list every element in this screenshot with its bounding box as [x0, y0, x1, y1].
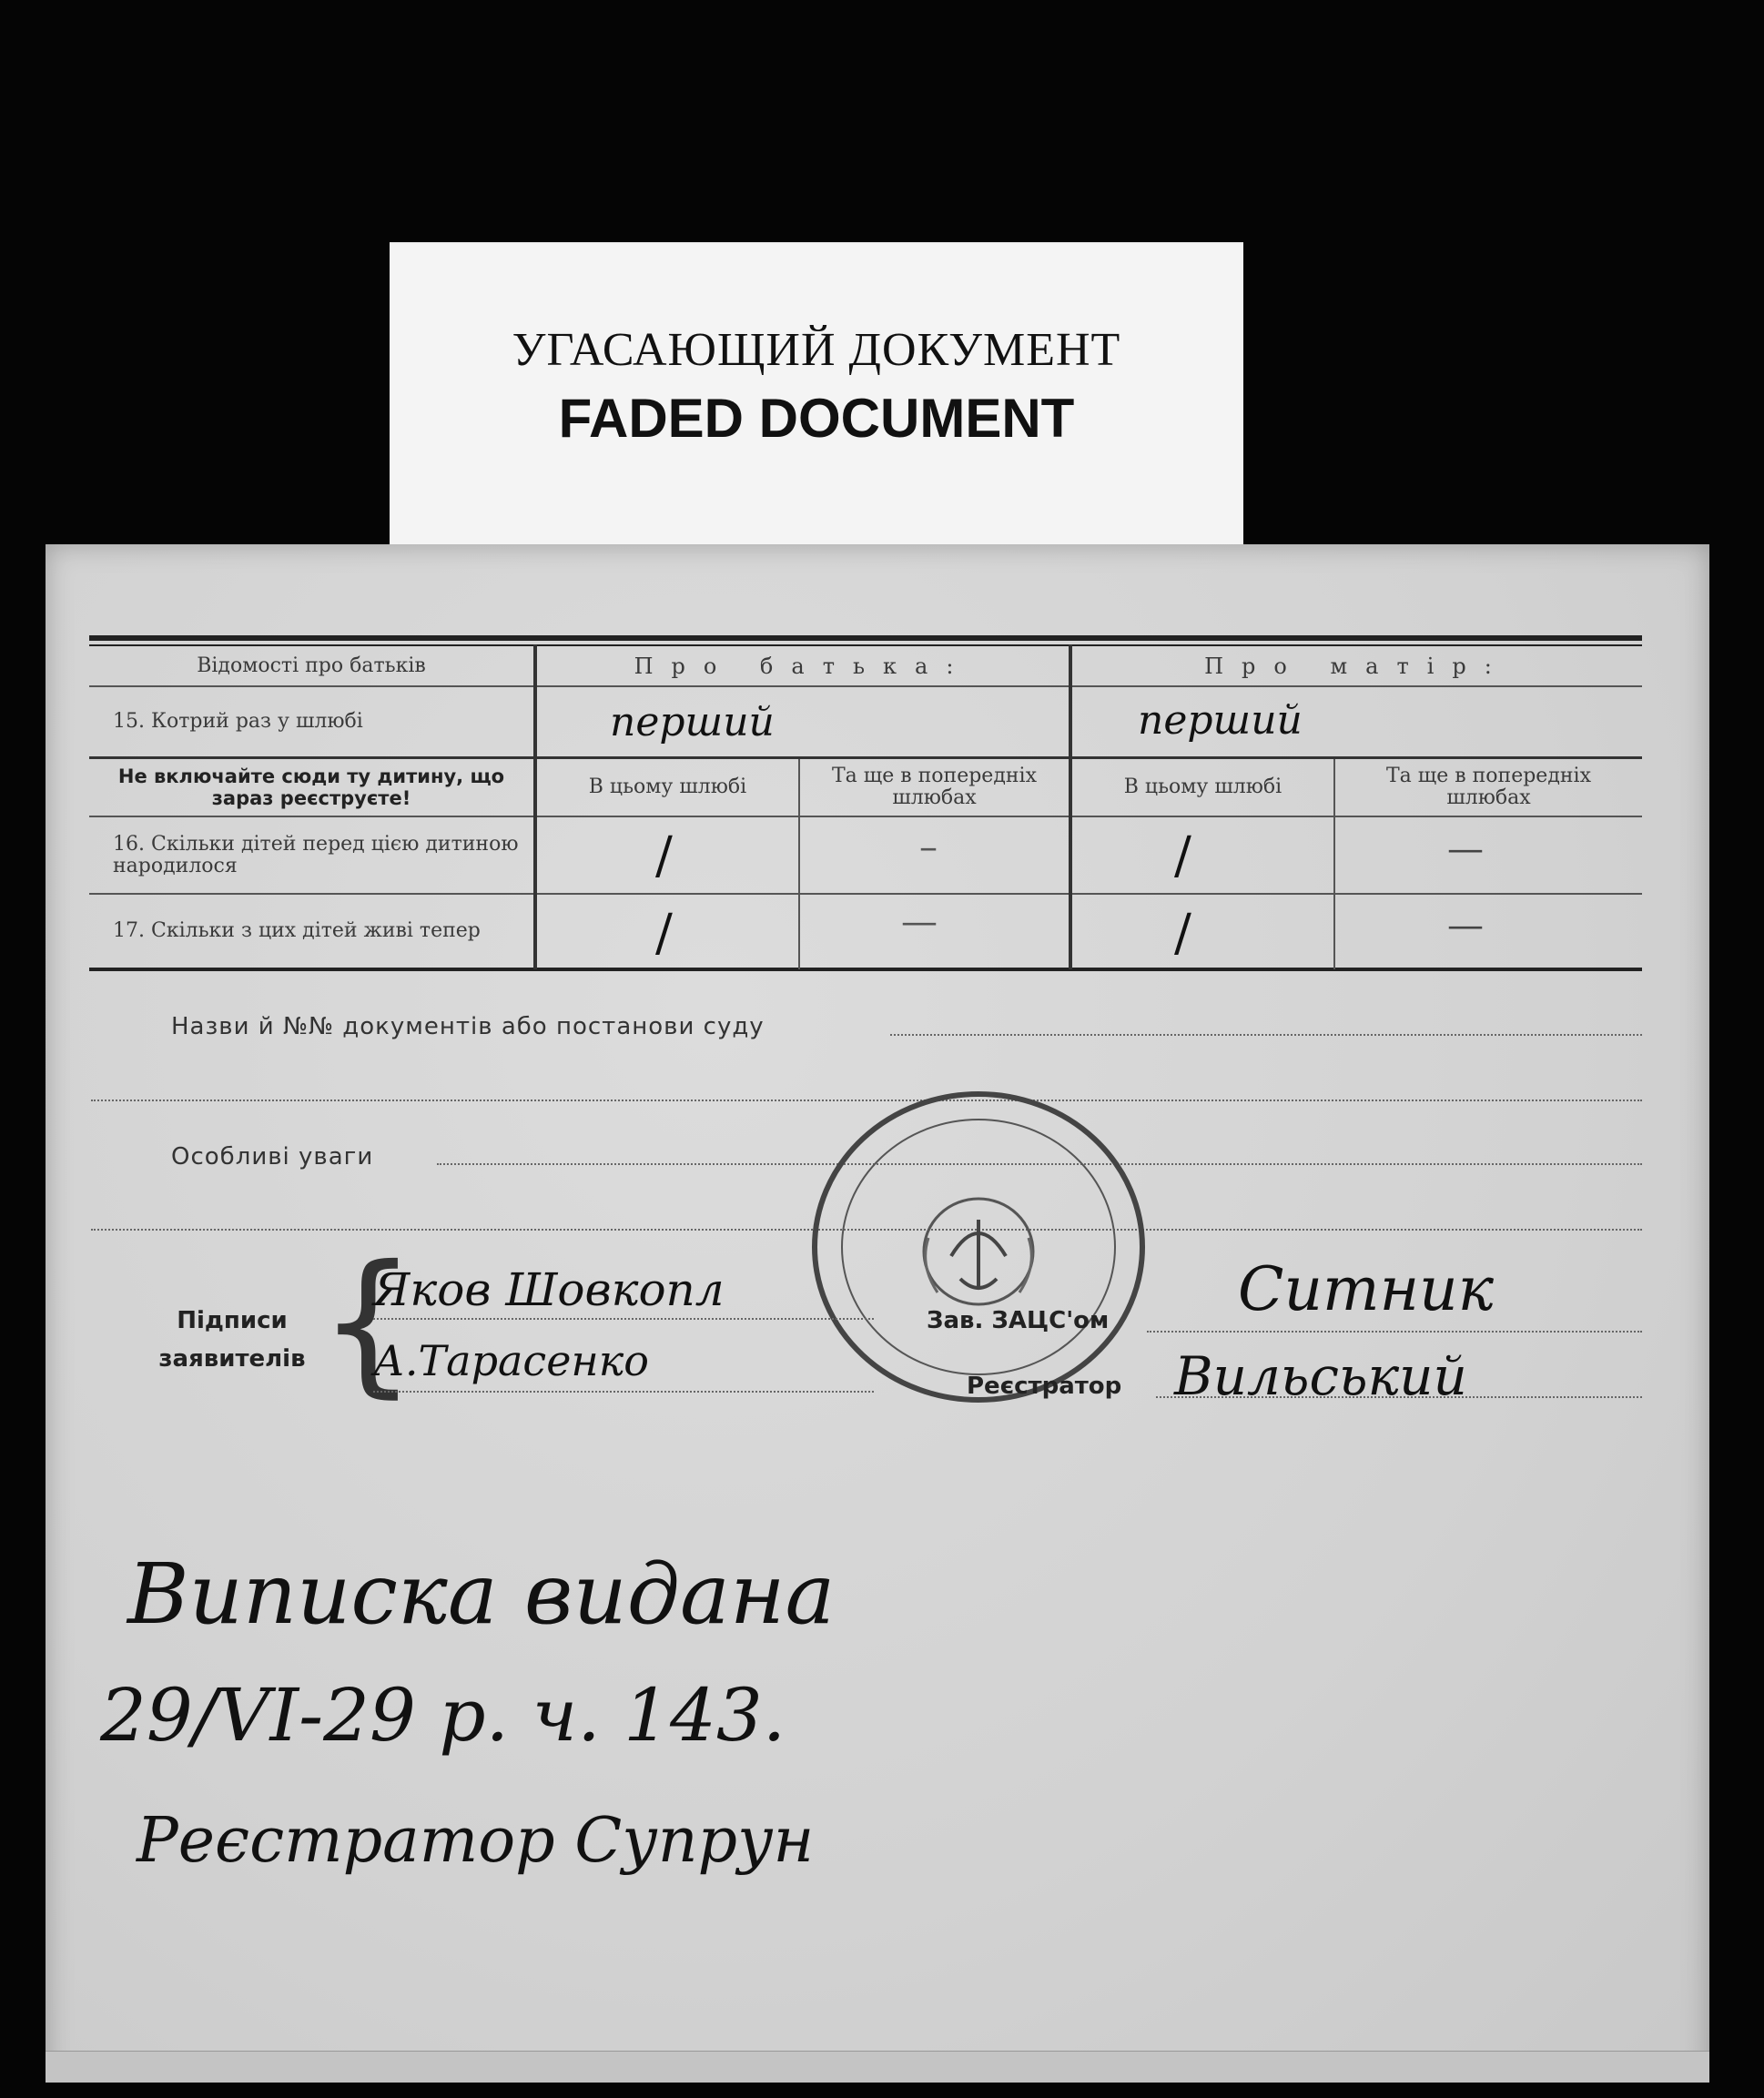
faded-document-label — [390, 242, 1243, 556]
remarks-label: Особливі уваги — [171, 1143, 374, 1171]
document-sheet — [46, 544, 1709, 2083]
row17-value: / — [1174, 904, 1191, 963]
documents-line — [890, 1034, 1642, 1036]
sheet-bottom-edge — [46, 2051, 1709, 2083]
header-info-cell: Відомості про батьків — [197, 654, 426, 677]
applicant2-signature: А.Тарасенко — [373, 1336, 649, 1385]
applicant2-line — [373, 1391, 874, 1393]
row16-label: 16. Скільки дітей перед цією дитиною народилося — [113, 832, 519, 877]
subheader-father-this: В цьому шлюбі — [588, 775, 747, 798]
row17-value: / — [655, 904, 673, 963]
head-signature: Ситник — [1238, 1254, 1494, 1324]
row16-value: / — [655, 826, 673, 886]
row17-label: 17. Скільки з цих дітей живі тепер — [113, 919, 481, 942]
header-father-cell: Про батька: — [634, 653, 972, 679]
table-bottom-rule — [89, 968, 1642, 971]
row15-mother-value: перший — [1138, 697, 1303, 744]
applicants-label: Підписи заявителів — [158, 1307, 306, 1373]
applicant1-line — [373, 1318, 874, 1320]
subheader-mother-this: В цьому шлюбі — [1123, 775, 1282, 798]
subheader-note: Не включайте сюди ту дитину, що зараз реєструєте! — [117, 765, 505, 809]
row17-value: — — [1447, 905, 1484, 947]
registrar-signature: Вильський — [1174, 1345, 1467, 1407]
row16-value: — — [1447, 828, 1484, 870]
label-russian: УГАСАЮЩИЙ ДОКУМЕНТ — [512, 324, 1121, 376]
handwritten-note-line1: Виписка видана — [127, 1546, 836, 1643]
label-english: FADED DOCUMENT — [558, 388, 1075, 449]
row15-father-value: перший — [610, 699, 775, 745]
applicant1-signature: Яков Шовкопл — [373, 1263, 725, 1316]
subheader-father-previous: Та ще в попередніх шлюбах — [832, 765, 1037, 809]
row17-value: — — [901, 901, 938, 943]
table-top-rule — [89, 635, 1642, 641]
row15-label: 15. Котрий раз у шлюбі — [113, 710, 363, 733]
row16-value: – — [919, 826, 938, 868]
brace-symbol: { — [319, 1232, 418, 1413]
row16-value: / — [1174, 826, 1191, 886]
head-label: Зав. ЗАЦС'ом — [927, 1307, 1110, 1334]
handwritten-note-line3: Реєстратор Супрун — [137, 1805, 815, 1877]
subheader-mother-previous: Та ще в попередніх шлюбах — [1386, 765, 1591, 809]
official-stamp — [801, 1083, 1156, 1411]
header-mother-cell: Про матір: — [1204, 653, 1510, 679]
registrar-label: Реєстратор — [967, 1373, 1122, 1400]
head-line — [1147, 1331, 1642, 1333]
handwritten-note-line2: 29/VI-29 р. ч. 143. — [100, 1673, 786, 1758]
documents-label: Назви й №№ документів або постанови суду — [171, 1013, 765, 1040]
